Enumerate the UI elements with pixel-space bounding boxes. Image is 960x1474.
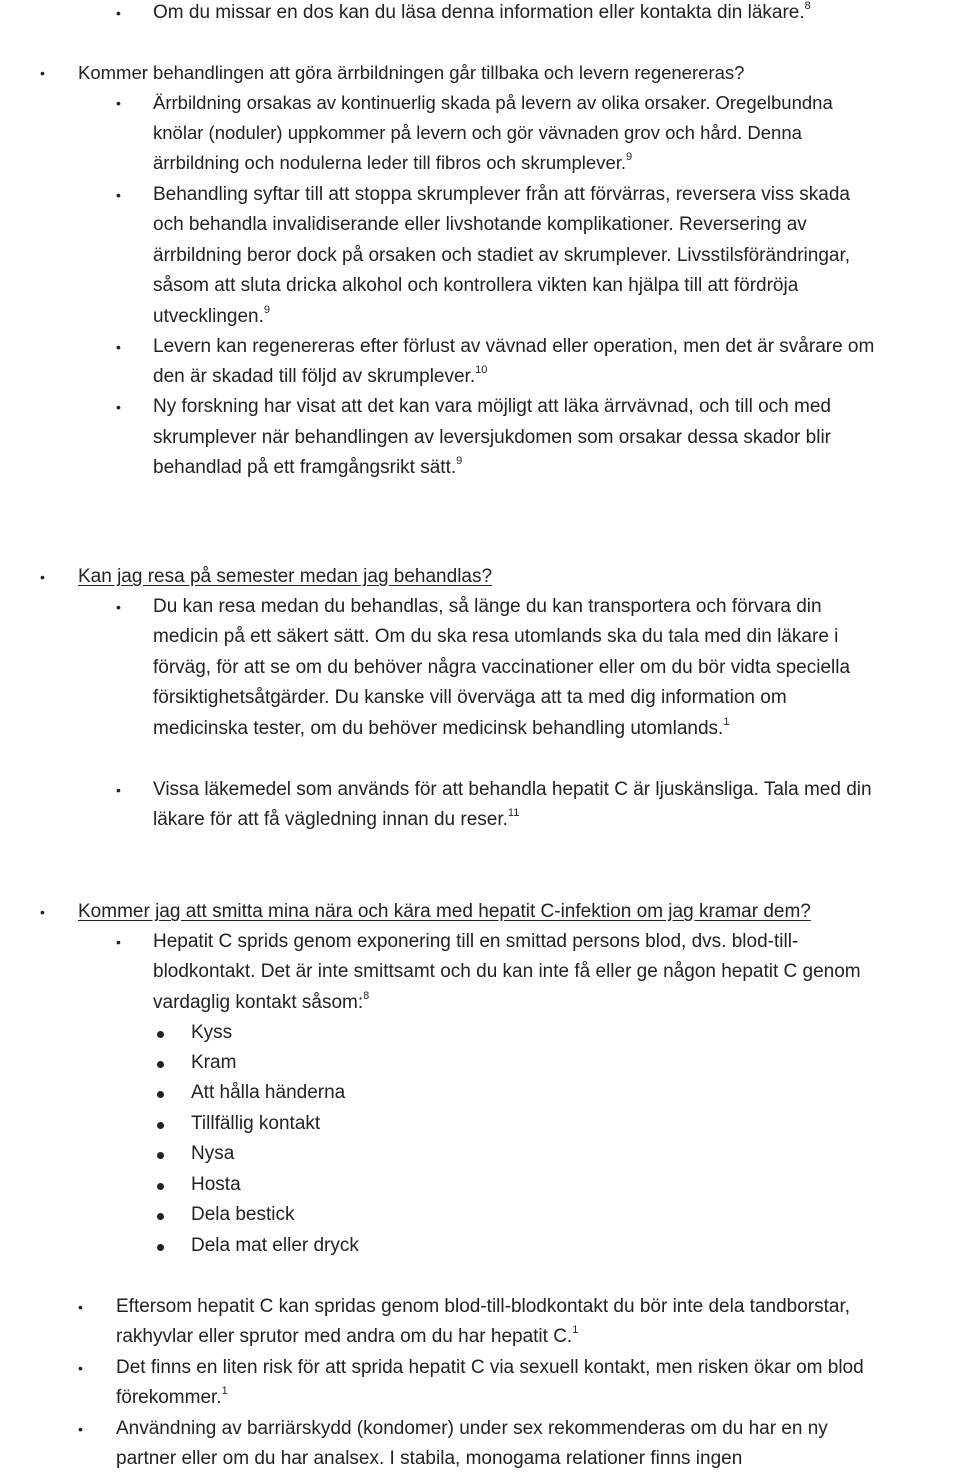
paragraph-line: Ny forskning har visat att det kan vara möjligt att läka ärrvävnad, och till och med <box>153 396 831 417</box>
bullet-marker: • <box>116 339 121 355</box>
paragraph-line: Vissa läkemedel som används för att behandla hepatit C är ljuskänsliga. Tala med din <box>153 779 872 800</box>
footnote-ref: 1 <box>572 1323 579 1336</box>
paragraph-line: Ärrbildning orsakas av kontinuerlig skada på levern av olika orsaker. Oregelbundna <box>153 92 833 113</box>
intro-bullet-text: Om du missar en dos kan du läsa denna information eller kontakta din läkare.$^8$ <box>153 0 811 23</box>
paragraph-line: utvecklingen.$^9$ <box>153 303 271 327</box>
list-dot <box>157 1122 164 1129</box>
list-dot <box>157 1213 164 1220</box>
footnote-ref: 11 <box>507 806 520 819</box>
paragraph-line: Hepatit C sprids genom exponering till en smittad persons blod, dvs. blod-till- <box>153 931 799 952</box>
footnote-ref: 10 <box>475 363 488 376</box>
bullet-marker: • <box>116 187 121 203</box>
paragraph-line: Användning av barriärskydd (kondomer) under sex rekommenderas om du har en ny <box>116 1418 828 1439</box>
paragraph-line: rakhyvlar eller sprutor med andra om du har hepatit C.$^1$ <box>116 1323 579 1347</box>
paragraph-line: medicin på ett säkert sätt. Om du ska resa utomlands ska du tala med din läkare i <box>153 626 839 647</box>
paragraph-line: knölar (noduler) uppkommer på levern och gör vävnaden grov och hård. Denna <box>153 122 802 143</box>
paragraph-line: medicinska tester, om du behöver medicinsk behandling utomlands.$^1$ <box>153 715 730 739</box>
contact-item: Kram <box>191 1052 237 1073</box>
paragraph-line: behandlad på ett framgångsrikt sätt.$^9$ <box>153 454 463 478</box>
section-heading-liver: Kommer behandlingen att göra ärrbildningen går tillbaka och levern regenereras? <box>78 62 745 83</box>
list-dot <box>157 1183 164 1190</box>
bullet-marker: • <box>40 904 45 920</box>
paragraph-line: förekommer.$^1$ <box>116 1384 228 1408</box>
footnote-ref: 9 <box>456 454 463 467</box>
bullet-marker: • <box>116 95 121 111</box>
paragraph-line: Behandling syftar till att stoppa skrumplever från att förvärras, reversera viss skada <box>153 184 850 205</box>
paragraph-line: Eftersom hepatit C kan spridas genom blod-till-blodkontakt du bör inte dela tandborstar, <box>116 1296 851 1317</box>
contact-item: Nysa <box>191 1143 235 1164</box>
paragraph-line: Levern kan regenereras efter förlust av vävnad eller operation, men det är svårare om <box>153 336 875 357</box>
bullet-marker: • <box>116 782 121 798</box>
paragraph-line: såsom att sluta dricka alkohol och kontrollera vikten kan hjälpa till att fördröja <box>153 275 799 296</box>
paragraph-line: försiktighetsåtgärder. Du kanske vill överväga att ta med dig information om <box>153 687 787 708</box>
section-heading-travel: Kan jag resa på semester medan jag behandlas? <box>78 566 493 587</box>
contact-item: Hosta <box>191 1174 241 1195</box>
bullet-marker: • <box>40 65 45 81</box>
contact-item: Att hålla händerna <box>191 1082 346 1103</box>
paragraph-line: partner eller om du har analsex. I stabila, monogama relationer finns ingen <box>116 1448 743 1469</box>
bullet-marker: • <box>78 1360 83 1376</box>
contact-item: Dela bestick <box>191 1204 295 1225</box>
bullet-marker: • <box>78 1299 83 1315</box>
list-dot <box>157 1031 164 1038</box>
paragraph-line: blodkontakt. Det är inte smittsamt och du kan inte få eller ge någon hepatit C genom <box>153 961 861 982</box>
paragraph-line: ärrbildning beror dock på orsaken och stadiet av skrumplever. Livsstilsförändringar, <box>153 245 851 266</box>
paragraph-line: skrumplever när behandlingen av leversjukdomen som orsakar dessa skador blir <box>153 427 831 448</box>
section-heading-infection: Kommer jag att smitta mina nära och kära med hepatit C-infektion om jag kramar dem? <box>78 901 811 922</box>
list-dot <box>157 1244 164 1251</box>
footnote-ref: 8 <box>363 989 370 1002</box>
bullet-marker: • <box>78 1421 83 1437</box>
bullet-marker: • <box>116 934 121 950</box>
paragraph-line: förväg, för att se om du behöver några vaccinationer eller om du bör vidta speciella <box>153 657 851 678</box>
list-dot <box>157 1061 164 1068</box>
bullet-marker: • <box>116 5 121 21</box>
bullet-marker: • <box>40 569 45 585</box>
paragraph-line: läkare för att få vägledning innan du reser.$^{11}$ <box>153 806 520 830</box>
paragraph-line: vardaglig kontakt såsom:$^8$ <box>153 989 370 1013</box>
paragraph-line: Du kan resa medan du behandlas, så länge du kan transportera och förvara din <box>153 596 822 617</box>
list-dot <box>157 1152 164 1159</box>
contact-item: Kyss <box>191 1022 233 1043</box>
footnote-ref: 1 <box>723 715 730 728</box>
contact-item: Dela mat eller dryck <box>191 1235 359 1256</box>
paragraph-line: och behandla invalidiserande eller livshotande komplikationer. Reversering av <box>153 214 807 235</box>
footnote-ref: 9 <box>626 150 633 163</box>
list-dot <box>157 1091 164 1098</box>
bullet-marker: • <box>116 399 121 415</box>
footnote-ref: 9 <box>263 303 271 316</box>
paragraph-line: den är skadad till följd av skrumplever.$^{10}$ <box>153 363 488 387</box>
contact-item: Tillfällig kontakt <box>191 1113 321 1134</box>
footnote-ref: 1 <box>221 1384 228 1397</box>
paragraph-line: ärrbildning och nodulerna leder till fibros och skrumplever.$^9$ <box>153 150 633 173</box>
bullet-marker: • <box>116 599 121 615</box>
paragraph-line: Det finns en liten risk för att sprida hepatit C via sexuell kontakt, men risken ökar om blod <box>116 1357 864 1378</box>
